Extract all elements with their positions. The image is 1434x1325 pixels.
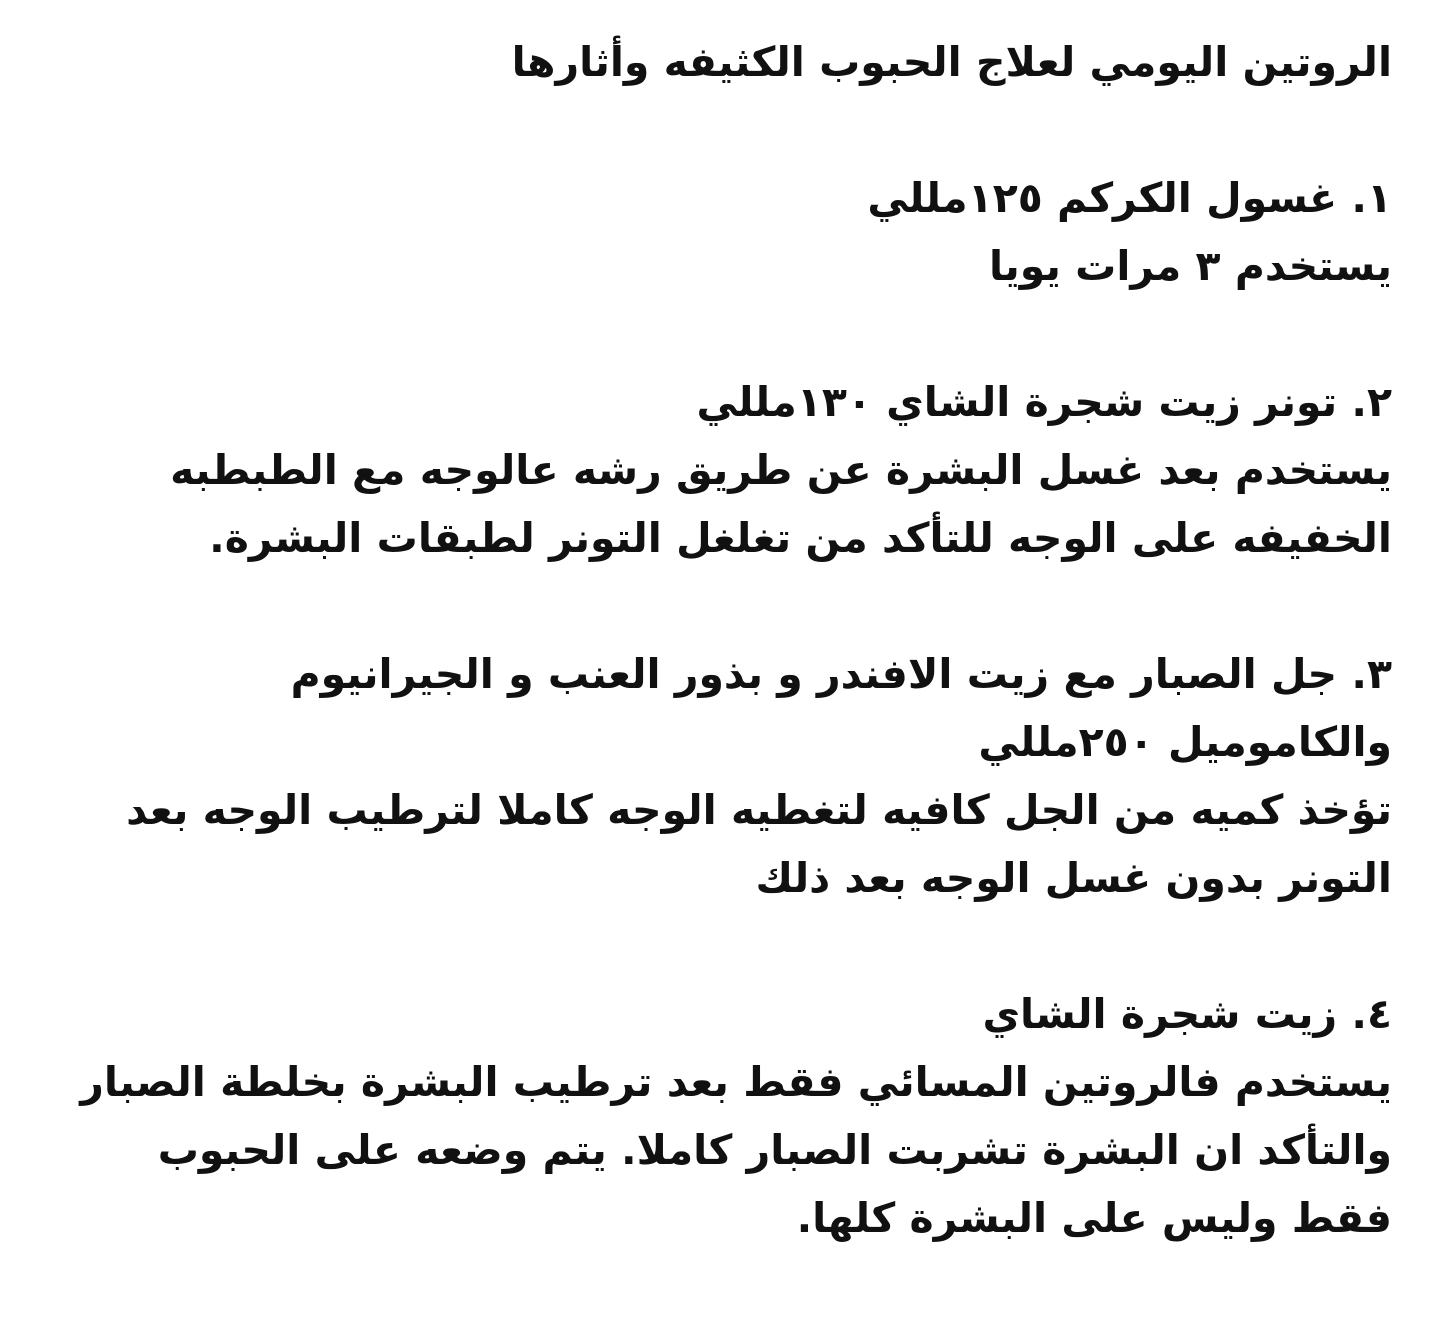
step-3-text-line: التونر بدون غسل الوجه بعد ذلك bbox=[755, 854, 1392, 902]
step-4-heading: ٤. زيت شجرة الشاي bbox=[982, 990, 1392, 1038]
step-3 bbox=[40, 640, 1394, 912]
step-2-text-line: يستخدم بعد غسل البشرة عن طريق رشه عالوجه مع الطبطبه bbox=[170, 446, 1392, 494]
step-4-text-line: والتأكد ان البشرة تشربت الصبار كاملا. يتم وضعه على الحبوب bbox=[157, 1126, 1392, 1174]
step-2-heading: ٢. تونر زيت شجرة الشاي ١٣٠مللي bbox=[696, 378, 1392, 426]
note-title: الروتين اليومي لعلاج الحبوب الكثيفه وأثارها bbox=[511, 38, 1392, 86]
step-3-heading: ٣. جل الصبار مع زيت الافندر و بذور العنب و الجيرانيوم bbox=[290, 650, 1392, 698]
step-2 bbox=[40, 368, 1394, 572]
step-3-heading-continued: والكاموميل ٢٥٠مللي bbox=[978, 718, 1392, 766]
step-1-heading: ١. غسول الكركم ١٢٥مللي bbox=[867, 174, 1392, 222]
step-2-text-line: الخفيفه على الوجه للتأكد من تغلغل التونر لطبقات البشرة. bbox=[209, 514, 1392, 562]
step-1-text-line: يستخدم ٣ مرات يويا bbox=[988, 242, 1392, 290]
step-3-text-line: تؤخذ كميه من الجل كافيه لتغطيه الوجه كاملا لترطيب الوجه بعد bbox=[126, 786, 1392, 834]
step-4-text-line: فقط وليس على البشرة كلها. bbox=[796, 1194, 1392, 1242]
step-1 bbox=[40, 164, 1394, 300]
step-4-text-line: يستخدم فالروتين المسائي فقط بعد ترطيب البشرة بخلطة الصبار bbox=[80, 1058, 1392, 1106]
step-4 bbox=[40, 980, 1394, 1252]
